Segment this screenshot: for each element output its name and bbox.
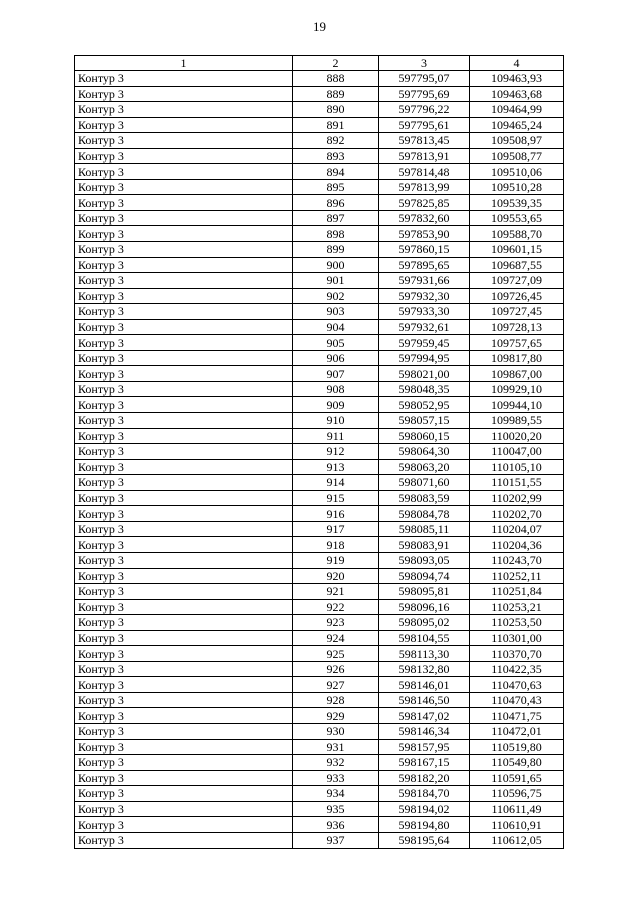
cell-coordinate-y: 110105,10 [470, 459, 564, 475]
cell-point-number: 923 [293, 615, 379, 631]
table-row [75, 242, 564, 258]
cell-contour-name: Контур 3 [75, 71, 293, 87]
cell-coordinate-x: 597813,91 [379, 148, 470, 164]
cell-contour-name: Контур 3 [75, 459, 293, 475]
table-row [75, 568, 564, 584]
table-row [75, 164, 564, 180]
cell-coordinate-x: 598071,60 [379, 475, 470, 491]
cell-coordinate-y: 110591,65 [470, 770, 564, 786]
cell-contour-name: Контур 3 [75, 677, 293, 693]
cell-coordinate-x: 598063,20 [379, 459, 470, 475]
table-row [75, 413, 564, 429]
column-header-4: 4 [470, 56, 564, 71]
cell-coordinate-y: 110202,70 [470, 506, 564, 522]
table-row [75, 304, 564, 320]
table-row [75, 319, 564, 335]
cell-contour-name: Контур 3 [75, 86, 293, 102]
cell-coordinate-y: 110519,80 [470, 739, 564, 755]
cell-point-number: 932 [293, 755, 379, 771]
cell-coordinate-y: 110612,05 [470, 832, 564, 848]
cell-contour-name: Контур 3 [75, 242, 293, 258]
cell-coordinate-x: 598195,64 [379, 832, 470, 848]
cell-coordinate-y: 110422,35 [470, 661, 564, 677]
cell-coordinate-y: 109510,06 [470, 164, 564, 180]
cell-coordinate-y: 109553,65 [470, 210, 564, 226]
cell-coordinate-y: 109510,28 [470, 179, 564, 195]
cell-coordinate-y: 110301,00 [470, 630, 564, 646]
cell-coordinate-x: 598146,34 [379, 723, 470, 739]
cell-coordinate-x: 598157,95 [379, 739, 470, 755]
table-row [75, 723, 564, 739]
cell-point-number: 903 [293, 304, 379, 320]
table-row [75, 335, 564, 351]
cell-coordinate-y: 110202,99 [470, 490, 564, 506]
cell-point-number: 927 [293, 677, 379, 693]
cell-point-number: 889 [293, 86, 379, 102]
cell-point-number: 918 [293, 537, 379, 553]
table-row [75, 630, 564, 646]
cell-coordinate-y: 109867,00 [470, 366, 564, 382]
table-row [75, 692, 564, 708]
table-row [75, 770, 564, 786]
cell-contour-name: Контур 3 [75, 801, 293, 817]
cell-coordinate-y: 110471,75 [470, 708, 564, 724]
cell-contour-name: Контур 3 [75, 537, 293, 553]
cell-point-number: 933 [293, 770, 379, 786]
cell-point-number: 897 [293, 210, 379, 226]
cell-contour-name: Контур 3 [75, 786, 293, 802]
cell-contour-name: Контур 3 [75, 102, 293, 118]
table-row [75, 226, 564, 242]
cell-coordinate-y: 110047,00 [470, 444, 564, 460]
cell-coordinate-x: 598057,15 [379, 413, 470, 429]
cell-point-number: 924 [293, 630, 379, 646]
cell-point-number: 894 [293, 164, 379, 180]
cell-coordinate-x: 598048,35 [379, 381, 470, 397]
table-row [75, 786, 564, 802]
cell-coordinate-x: 597931,66 [379, 273, 470, 289]
cell-point-number: 916 [293, 506, 379, 522]
table-row [75, 661, 564, 677]
cell-coordinate-x: 598132,80 [379, 661, 470, 677]
cell-contour-name: Контур 3 [75, 210, 293, 226]
cell-point-number: 915 [293, 490, 379, 506]
cell-coordinate-x: 597853,90 [379, 226, 470, 242]
cell-coordinate-y: 110470,63 [470, 677, 564, 693]
cell-coordinate-y: 110251,84 [470, 584, 564, 600]
table-row [75, 71, 564, 87]
cell-coordinate-x: 598147,02 [379, 708, 470, 724]
cell-point-number: 928 [293, 692, 379, 708]
table-row [75, 801, 564, 817]
cell-coordinate-x: 597796,22 [379, 102, 470, 118]
cell-coordinate-y: 110472,01 [470, 723, 564, 739]
cell-coordinate-x: 598083,91 [379, 537, 470, 553]
cell-point-number: 902 [293, 288, 379, 304]
cell-contour-name: Контур 3 [75, 770, 293, 786]
cell-coordinate-x: 597813,99 [379, 179, 470, 195]
table-row [75, 521, 564, 537]
cell-contour-name: Контур 3 [75, 692, 293, 708]
cell-point-number: 899 [293, 242, 379, 258]
cell-coordinate-x: 597795,61 [379, 117, 470, 133]
cell-contour-name: Контур 3 [75, 148, 293, 164]
cell-contour-name: Контур 3 [75, 257, 293, 273]
cell-point-number: 921 [293, 584, 379, 600]
cell-contour-name: Контур 3 [75, 381, 293, 397]
cell-contour-name: Контур 3 [75, 288, 293, 304]
cell-coordinate-x: 598167,15 [379, 755, 470, 771]
cell-coordinate-x: 597933,30 [379, 304, 470, 320]
cell-point-number: 920 [293, 568, 379, 584]
cell-contour-name: Контур 3 [75, 739, 293, 755]
cell-coordinate-y: 109463,68 [470, 86, 564, 102]
cell-point-number: 891 [293, 117, 379, 133]
cell-contour-name: Контур 3 [75, 832, 293, 848]
cell-coordinate-y: 109727,45 [470, 304, 564, 320]
cell-coordinate-x: 597959,45 [379, 335, 470, 351]
cell-coordinate-x: 598095,81 [379, 584, 470, 600]
cell-coordinate-y: 110253,21 [470, 599, 564, 615]
cell-coordinate-x: 597795,07 [379, 71, 470, 87]
cell-contour-name: Контур 3 [75, 413, 293, 429]
table-row [75, 397, 564, 413]
cell-point-number: 893 [293, 148, 379, 164]
cell-coordinate-x: 598096,16 [379, 599, 470, 615]
cell-coordinate-y: 110252,11 [470, 568, 564, 584]
cell-point-number: 922 [293, 599, 379, 615]
cell-coordinate-x: 597832,60 [379, 210, 470, 226]
cell-point-number: 910 [293, 413, 379, 429]
cell-coordinate-x: 597795,69 [379, 86, 470, 102]
cell-contour-name: Контур 3 [75, 117, 293, 133]
cell-coordinate-y: 109508,77 [470, 148, 564, 164]
cell-contour-name: Контур 3 [75, 304, 293, 320]
cell-contour-name: Контур 3 [75, 319, 293, 335]
cell-contour-name: Контур 3 [75, 475, 293, 491]
cell-contour-name: Контур 3 [75, 397, 293, 413]
cell-coordinate-x: 598113,30 [379, 646, 470, 662]
cell-contour-name: Контур 3 [75, 708, 293, 724]
table-row [75, 615, 564, 631]
cell-coordinate-y: 109817,80 [470, 350, 564, 366]
cell-coordinate-y: 109726,45 [470, 288, 564, 304]
cell-coordinate-y: 110596,75 [470, 786, 564, 802]
table-row [75, 646, 564, 662]
cell-coordinate-x: 598094,74 [379, 568, 470, 584]
table-row [75, 381, 564, 397]
cell-point-number: 930 [293, 723, 379, 739]
cell-point-number: 888 [293, 71, 379, 87]
cell-contour-name: Контур 3 [75, 133, 293, 149]
column-header-3: 3 [379, 56, 470, 71]
cell-point-number: 892 [293, 133, 379, 149]
table-row [75, 117, 564, 133]
cell-contour-name: Контур 3 [75, 350, 293, 366]
cell-point-number: 901 [293, 273, 379, 289]
cell-point-number: 907 [293, 366, 379, 382]
cell-coordinate-y: 109687,55 [470, 257, 564, 273]
cell-coordinate-y: 110243,70 [470, 552, 564, 568]
cell-coordinate-x: 598194,80 [379, 817, 470, 833]
table-row [75, 739, 564, 755]
cell-contour-name: Контур 3 [75, 521, 293, 537]
cell-point-number: 890 [293, 102, 379, 118]
cell-contour-name: Контур 3 [75, 755, 293, 771]
cell-coordinate-x: 598093,05 [379, 552, 470, 568]
cell-contour-name: Контур 3 [75, 817, 293, 833]
cell-point-number: 919 [293, 552, 379, 568]
table-row [75, 179, 564, 195]
cell-contour-name: Контур 3 [75, 568, 293, 584]
cell-point-number: 904 [293, 319, 379, 335]
cell-coordinate-y: 109463,93 [470, 71, 564, 87]
cell-point-number: 912 [293, 444, 379, 460]
cell-contour-name: Контур 3 [75, 444, 293, 460]
cell-coordinate-x: 598021,00 [379, 366, 470, 382]
cell-coordinate-y: 109464,99 [470, 102, 564, 118]
table-row [75, 537, 564, 553]
table-row [75, 490, 564, 506]
cell-point-number: 911 [293, 428, 379, 444]
cell-point-number: 934 [293, 786, 379, 802]
table-row [75, 506, 564, 522]
cell-point-number: 914 [293, 475, 379, 491]
cell-coordinate-x: 597825,85 [379, 195, 470, 211]
cell-point-number: 936 [293, 817, 379, 833]
cell-coordinate-x: 597860,15 [379, 242, 470, 258]
table-row [75, 444, 564, 460]
table-row [75, 584, 564, 600]
table-header-row [75, 56, 564, 71]
cell-contour-name: Контур 3 [75, 226, 293, 242]
cell-point-number: 917 [293, 521, 379, 537]
cell-coordinate-x: 597813,45 [379, 133, 470, 149]
cell-coordinate-x: 598085,11 [379, 521, 470, 537]
column-header-1: 1 [75, 56, 293, 71]
cell-contour-name: Контур 3 [75, 661, 293, 677]
table-row [75, 475, 564, 491]
column-header-2: 2 [293, 56, 379, 71]
cell-contour-name: Контур 3 [75, 428, 293, 444]
table-row [75, 366, 564, 382]
cell-coordinate-x: 597932,30 [379, 288, 470, 304]
table-row [75, 552, 564, 568]
table-row [75, 677, 564, 693]
table-row [75, 350, 564, 366]
cell-point-number: 908 [293, 381, 379, 397]
cell-coordinate-y: 110370,70 [470, 646, 564, 662]
cell-contour-name: Контур 3 [75, 552, 293, 568]
cell-coordinate-x: 597932,61 [379, 319, 470, 335]
cell-point-number: 935 [293, 801, 379, 817]
cell-coordinate-y: 110611,49 [470, 801, 564, 817]
cell-contour-name: Контур 3 [75, 630, 293, 646]
cell-point-number: 929 [293, 708, 379, 724]
cell-coordinate-x: 598084,78 [379, 506, 470, 522]
cell-point-number: 905 [293, 335, 379, 351]
table-row [75, 817, 564, 833]
cell-coordinate-y: 109539,35 [470, 195, 564, 211]
cell-point-number: 895 [293, 179, 379, 195]
table-row [75, 428, 564, 444]
cell-coordinate-y: 109727,09 [470, 273, 564, 289]
table-row [75, 148, 564, 164]
cell-coordinate-x: 598083,59 [379, 490, 470, 506]
table-row [75, 86, 564, 102]
cell-point-number: 931 [293, 739, 379, 755]
cell-coordinate-x: 598104,55 [379, 630, 470, 646]
cell-point-number: 926 [293, 661, 379, 677]
page-number: 19 [313, 19, 326, 34]
cell-point-number: 900 [293, 257, 379, 273]
cell-contour-name: Контур 3 [75, 366, 293, 382]
cell-contour-name: Контур 3 [75, 179, 293, 195]
coordinates-table [74, 55, 564, 849]
table-row [75, 599, 564, 615]
cell-coordinate-y: 110204,07 [470, 521, 564, 537]
cell-coordinate-x: 597895,65 [379, 257, 470, 273]
cell-point-number: 898 [293, 226, 379, 242]
cell-coordinate-x: 597994,95 [379, 350, 470, 366]
cell-coordinate-y: 110253,50 [470, 615, 564, 631]
cell-coordinate-x: 598182,20 [379, 770, 470, 786]
cell-contour-name: Контур 3 [75, 615, 293, 631]
cell-coordinate-y: 109508,97 [470, 133, 564, 149]
cell-point-number: 909 [293, 397, 379, 413]
cell-contour-name: Контур 3 [75, 723, 293, 739]
cell-coordinate-y: 110204,36 [470, 537, 564, 553]
cell-coordinate-y: 109588,70 [470, 226, 564, 242]
cell-coordinate-x: 598146,50 [379, 692, 470, 708]
cell-coordinate-y: 109944,10 [470, 397, 564, 413]
cell-coordinate-x: 598184,70 [379, 786, 470, 802]
table-row [75, 102, 564, 118]
cell-coordinate-x: 598052,95 [379, 397, 470, 413]
cell-point-number: 925 [293, 646, 379, 662]
cell-coordinate-y: 110549,80 [470, 755, 564, 771]
cell-coordinate-y: 110151,55 [470, 475, 564, 491]
table-row [75, 273, 564, 289]
table-row [75, 708, 564, 724]
cell-coordinate-y: 109989,55 [470, 413, 564, 429]
cell-coordinate-x: 598095,02 [379, 615, 470, 631]
cell-point-number: 906 [293, 350, 379, 366]
table-row [75, 755, 564, 771]
cell-contour-name: Контур 3 [75, 506, 293, 522]
table-row [75, 288, 564, 304]
cell-coordinate-y: 110610,91 [470, 817, 564, 833]
cell-coordinate-x: 598060,15 [379, 428, 470, 444]
cell-contour-name: Контур 3 [75, 273, 293, 289]
cell-coordinate-y: 109728,13 [470, 319, 564, 335]
cell-contour-name: Контур 3 [75, 335, 293, 351]
cell-contour-name: Контур 3 [75, 584, 293, 600]
table-row [75, 195, 564, 211]
table-row [75, 459, 564, 475]
cell-point-number: 937 [293, 832, 379, 848]
cell-contour-name: Контур 3 [75, 490, 293, 506]
cell-coordinate-y: 109465,24 [470, 117, 564, 133]
cell-coordinate-x: 598064,30 [379, 444, 470, 460]
table-body [75, 71, 564, 849]
table-row [75, 257, 564, 273]
table-row [75, 210, 564, 226]
table-row [75, 133, 564, 149]
cell-coordinate-y: 109929,10 [470, 381, 564, 397]
cell-coordinate-y: 110470,43 [470, 692, 564, 708]
cell-contour-name: Контур 3 [75, 195, 293, 211]
cell-coordinate-y: 110020,20 [470, 428, 564, 444]
cell-coordinate-y: 109601,15 [470, 242, 564, 258]
cell-point-number: 896 [293, 195, 379, 211]
cell-coordinate-x: 597814,48 [379, 164, 470, 180]
cell-contour-name: Контур 3 [75, 599, 293, 615]
cell-contour-name: Контур 3 [75, 646, 293, 662]
cell-coordinate-x: 598146,01 [379, 677, 470, 693]
cell-coordinate-y: 109757,65 [470, 335, 564, 351]
cell-contour-name: Контур 3 [75, 164, 293, 180]
cell-point-number: 913 [293, 459, 379, 475]
table-row [75, 832, 564, 848]
cell-coordinate-x: 598194,02 [379, 801, 470, 817]
